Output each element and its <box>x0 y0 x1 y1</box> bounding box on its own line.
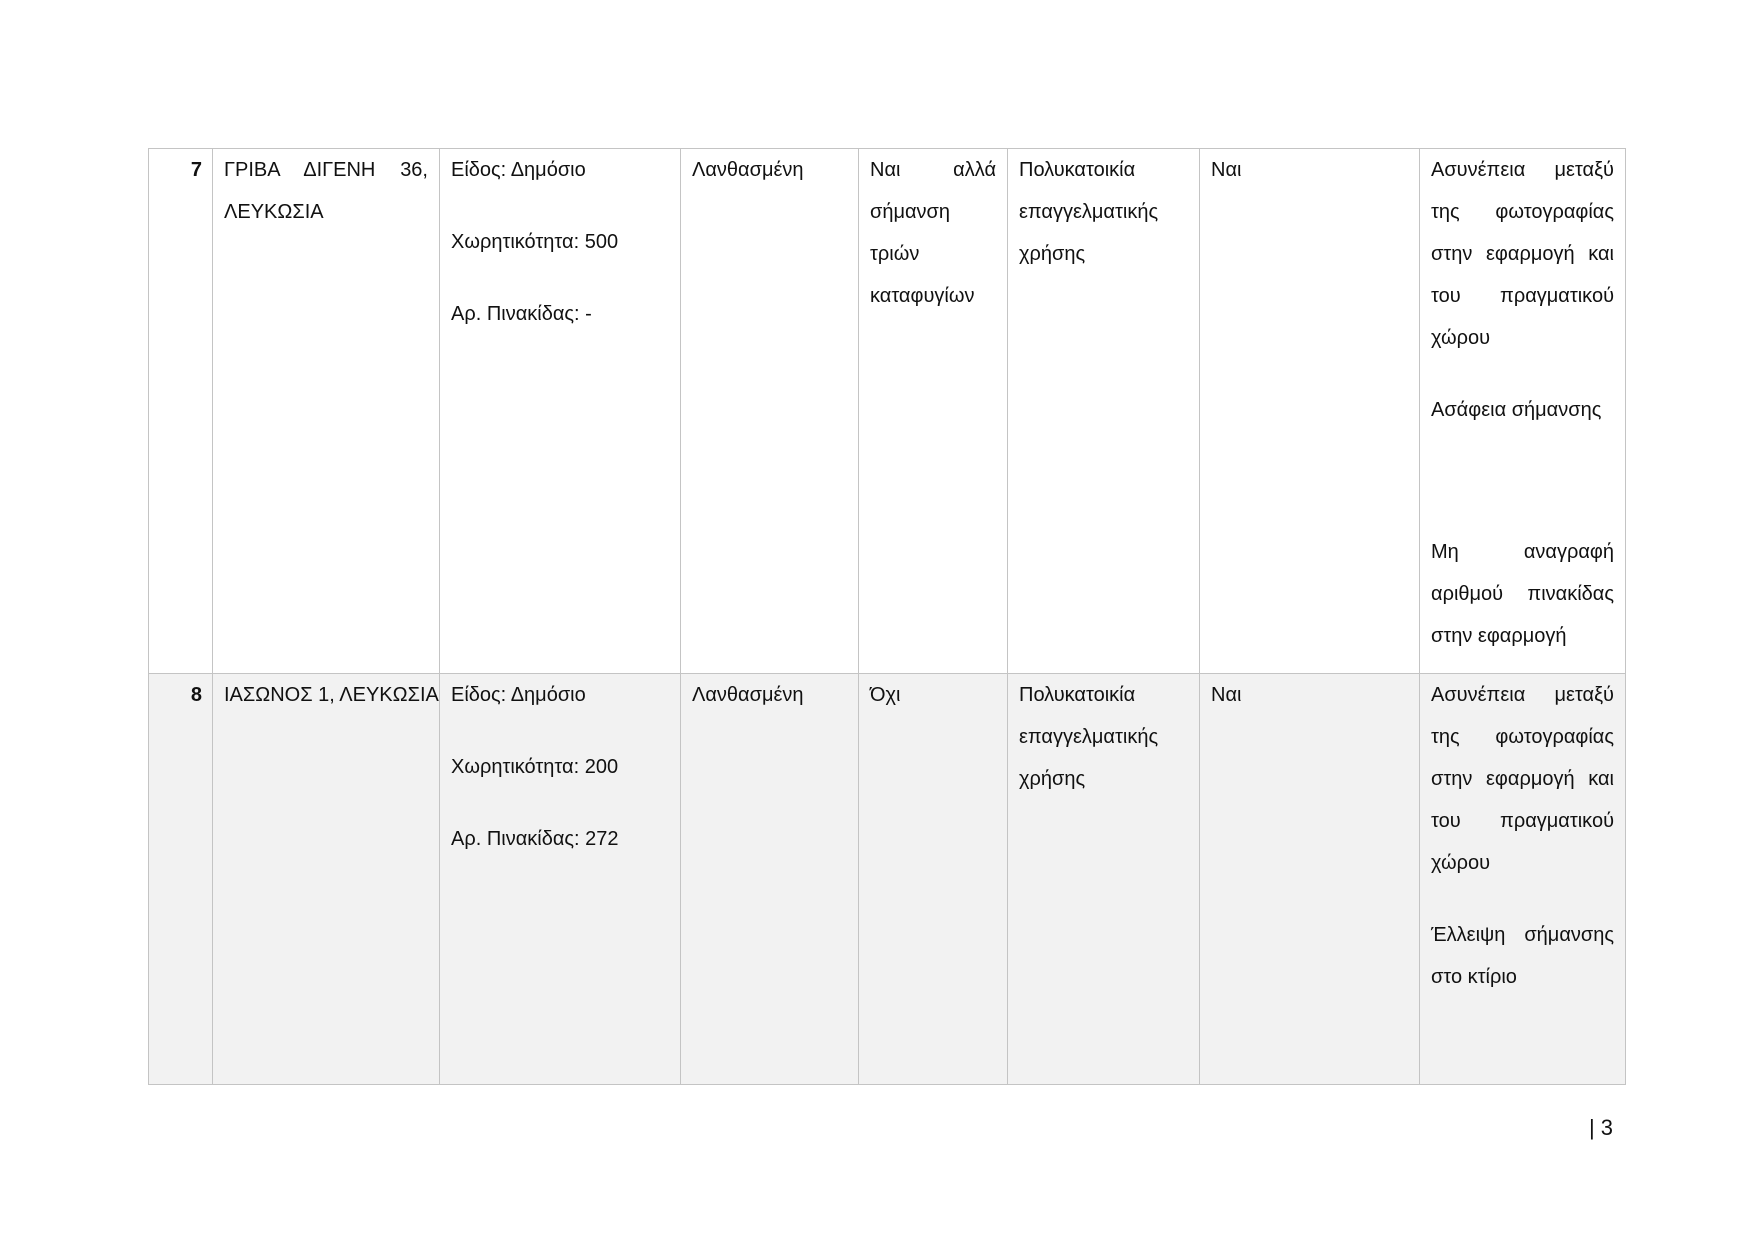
remark-line: Μη αναγραφή <box>1431 541 1614 563</box>
shelter-type: Είδος: Δημόσιο <box>451 684 586 706</box>
remark-line: της φωτογραφίας <box>1431 726 1614 748</box>
remark-line: της φωτογραφίας <box>1431 201 1614 223</box>
shelter-type: Είδος: Δημόσιο <box>451 159 586 181</box>
address-cell <box>213 674 440 1085</box>
building-type-cell <box>1008 674 1200 1085</box>
signage-line: Ναι αλλά <box>870 159 996 181</box>
row-number: 8 <box>190 684 202 706</box>
signage-cell <box>859 149 1008 674</box>
signage-cell <box>859 674 1008 1085</box>
remark-line: στην εφαρμογή και <box>1431 243 1614 265</box>
shelters-table <box>148 148 1626 1085</box>
building-type-cell <box>1008 149 1200 674</box>
shelter-capacity: Χωρητικότητα: 500 <box>451 231 619 253</box>
remark-line: του πραγματικού <box>1431 285 1614 307</box>
shelter-plate-number: Αρ. Πινακίδας: 272 <box>451 828 619 850</box>
page-number: | 3 <box>1588 1115 1613 1140</box>
shelter-plate-number: Αρ. Πινακίδας: - <box>451 303 592 325</box>
remark-line: του πραγματικού <box>1431 810 1614 832</box>
table-row <box>149 674 1626 1085</box>
building-type-line: Πολυκατοικία <box>1019 159 1136 181</box>
details-cell <box>440 149 681 674</box>
remark-line: αριθμού πινακίδας <box>1431 583 1614 605</box>
answer-cell <box>1200 149 1420 674</box>
remarks-cell <box>1420 674 1626 1085</box>
answer-text: Ναι <box>1211 159 1242 181</box>
building-type-line: επαγγελματικής <box>1019 201 1159 223</box>
signage-line: τριών <box>870 243 920 265</box>
status-text: Λανθασμένη <box>692 684 804 706</box>
signage-line: καταφυγίων <box>870 285 975 307</box>
remark-line: χώρου <box>1431 327 1491 349</box>
remark-line: χώρου <box>1431 852 1491 874</box>
remark-line: Έλλειψη σήμανσης <box>1431 924 1614 946</box>
address-line: ΓΡΙΒΑ ΔΙΓΕΝΗ 36, <box>224 159 428 181</box>
signage-line: Όχι <box>870 684 901 706</box>
row-number-cell <box>149 149 213 674</box>
building-type-line: επαγγελματικής <box>1019 726 1159 748</box>
answer-text: Ναι <box>1211 684 1242 706</box>
signage-line: σήμανση <box>870 201 951 223</box>
remark-line: στην εφαρμογή και <box>1431 768 1614 790</box>
building-type-line: χρήσης <box>1019 243 1086 265</box>
table-row <box>149 149 1626 674</box>
row-number: 7 <box>190 159 202 181</box>
remark-line: στο κτίριο <box>1431 966 1517 988</box>
address-cell <box>213 149 440 674</box>
status-text: Λανθασμένη <box>692 159 804 181</box>
address-line: ΛΕΥΚΩΣΙΑ <box>224 201 324 223</box>
remark-line: στην εφαρμογή <box>1431 625 1567 647</box>
shelter-capacity: Χωρητικότητα: 200 <box>451 756 619 778</box>
row-number-cell <box>149 674 213 1085</box>
remark-line: Ασυνέπεια μεταξύ <box>1431 684 1614 706</box>
remark-line: Ασάφεια σήμανσης <box>1431 399 1602 421</box>
status-cell <box>681 149 859 674</box>
building-type-line: χρήσης <box>1019 768 1086 790</box>
building-type-line: Πολυκατοικία <box>1019 684 1136 706</box>
details-cell <box>440 674 681 1085</box>
answer-cell <box>1200 674 1420 1085</box>
remark-line: Ασυνέπεια μεταξύ <box>1431 159 1614 181</box>
address-line: ΙΑΣΩΝΟΣ 1, ΛΕΥΚΩΣΙΑ <box>224 684 439 706</box>
remarks-cell <box>1420 149 1626 674</box>
status-cell <box>681 674 859 1085</box>
